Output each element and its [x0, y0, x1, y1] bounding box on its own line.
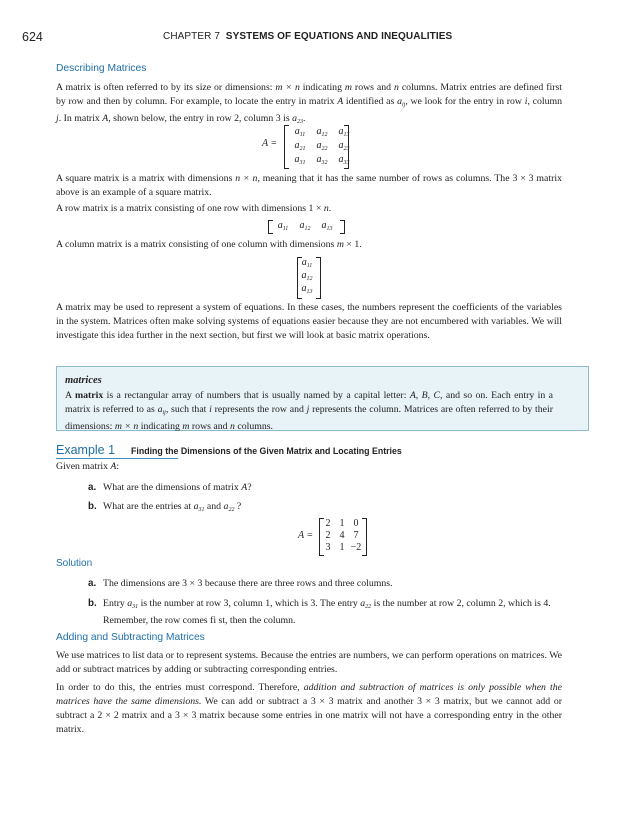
matrix-a-entry: $a_{33}$ — [338, 154, 350, 166]
matrix-a-entry: $a_{12}$ — [316, 126, 328, 138]
column-matrix-entry: $a_{13}$ — [301, 283, 313, 295]
row-matrix-bracket-right — [340, 220, 345, 234]
chapter-title: SYSTEMS OF EQUATIONS AND INEQUALITIES — [225, 31, 453, 42]
solution-b: b. Entry $a_{31}$ is the number at row 3, column 1, which is 3. The entry $a_{22}$ is the number at row 2, column 2, which is 4. Remember, the row comes fi st, then the column. — [88, 598, 551, 627]
paragraph-row-matrix: A row matrix is a matrix consisting of one row with dimensions 1 × n. — [56, 203, 332, 214]
paragraph-square-matrix: A square matrix is a matrix with dimensions n × n, meaning that it has the same number of rows as columns. The 3 × 3 matrix above is an example of a square matrix. — [56, 173, 562, 199]
matrix-numeric-entry: 2 — [325, 530, 331, 541]
column-matrix-entry: $a_{11}$ — [301, 257, 313, 269]
matrix-a-label: A = — [262, 138, 278, 149]
definition-title: matrices — [65, 375, 102, 386]
matrix-a-numeric-label: A = — [298, 530, 314, 541]
solution-heading: Solution — [56, 558, 93, 569]
example-underline — [56, 458, 178, 459]
running-header — [0, 30, 630, 46]
paragraph-column-matrix: A column matrix is a matrix consisting of one column with dimensions m × 1. — [56, 239, 362, 250]
matrix-numeric-entry: 2 — [325, 518, 331, 529]
paragraph-dimensions: A matrix is often referred to by its size or dimensions: m × n indicating m rows and n columns. Matrix entries are defined first by row and then by column. For example, to locate the entry in matrix A identified as $a_{ij}$, we look for the entry in row i, column j. In matrix A, shown below, the entry in row 2, column 3 is $a_{23}$. — [56, 82, 563, 126]
chapter-header — [163, 31, 452, 42]
matrix-a-entry: $a_{13}$ — [338, 126, 350, 138]
matrix-a-entry: $a_{32}$ — [316, 154, 328, 166]
matrix-numeric-entry: 3 — [325, 542, 331, 553]
paragraph-adding-intro: We use matrices to list data or to represent systems. Because the entries are numbers, we can perform operations on matrices. We add or subtract matrices by adding or subtracting corresponding entries. — [56, 650, 562, 676]
row-matrix-entry: $a_{11}$ — [277, 220, 289, 232]
row-matrix-entry: $a_{12}$ — [299, 220, 311, 232]
matrix-a-entry: $a_{23}$ — [338, 140, 350, 152]
matrix-numeric-entry: −2 — [350, 542, 362, 553]
question-b: b. What are the entries at $a_{31}$ and $a_{22}$ ? — [88, 501, 242, 513]
row-matrix-entry: $a_{13}$ — [321, 220, 333, 232]
matrix-a-entry: $a_{11}$ — [294, 126, 306, 138]
matrix-a-entry: $a_{21}$ — [294, 140, 306, 152]
paragraph-adding-dimensions: In order to do this, the entries must correspond. Therefore, addition and subtraction of matrices is only possible when the matrices have the same dimensions. We can add or subtract a 3 × 3 matrix and another 3 × 3 matrix, but we cannot add or subtract a 2 × 2 matrix and a 3 × 3 matrix because some entries in one matrix will not have a corresponding entry in the other matrix. — [56, 682, 563, 736]
example-given: Given matrix A: — [56, 461, 120, 472]
page-number: 624 — [22, 30, 43, 44]
section-heading-describing: Describing Matrices — [56, 63, 147, 74]
definition-box — [56, 366, 589, 431]
matrix-a-entry: $a_{31}$ — [294, 154, 306, 166]
section-heading-adding: Adding and Subtracting Matrices — [56, 632, 205, 643]
definition-text: A matrix is a rectangular array of numbers that is usually named by a capital letter: A, B, C, and so on. Each entry in a matrix is referred to as $a_{ij}$, such that i represents the row and j represents the column. Matrices are often referred to by their dimensions: m × n indicating m rows and n columns. — [65, 390, 553, 432]
matrix-numeric-entry: 0 — [353, 518, 359, 529]
matrix-numeric-entry: 1 — [339, 542, 345, 553]
question-a: a. What are the dimensions of matrix A? — [88, 482, 252, 493]
example-title: Finding the Dimensions of the Given Matrix and Locating Entries — [131, 446, 402, 456]
column-matrix-entry: $a_{12}$ — [301, 270, 313, 282]
chapter-label: CHAPTER 7 — [163, 31, 221, 42]
example-label: Example 1 — [56, 443, 116, 457]
matrix-a-entry: $a_{22}$ — [316, 140, 328, 152]
paragraph-system-of-equations: A matrix may be used to represent a system of equations. In these cases, the numbers represent the coefficients of the variables in the system. Matrices often make solving systems of equations easier because they are not encumbered with variables. We will investigate this idea further in the next section, but first we will look at basic matrix operations. — [56, 302, 562, 342]
matrix-numeric-entry: 1 — [339, 518, 345, 529]
solution-a: a. The dimensions are 3 × 3 because there are three rows and three columns. — [88, 578, 393, 589]
matrix-numeric-entry: 7 — [353, 530, 359, 541]
matrix-numeric-entry: 4 — [339, 530, 345, 541]
